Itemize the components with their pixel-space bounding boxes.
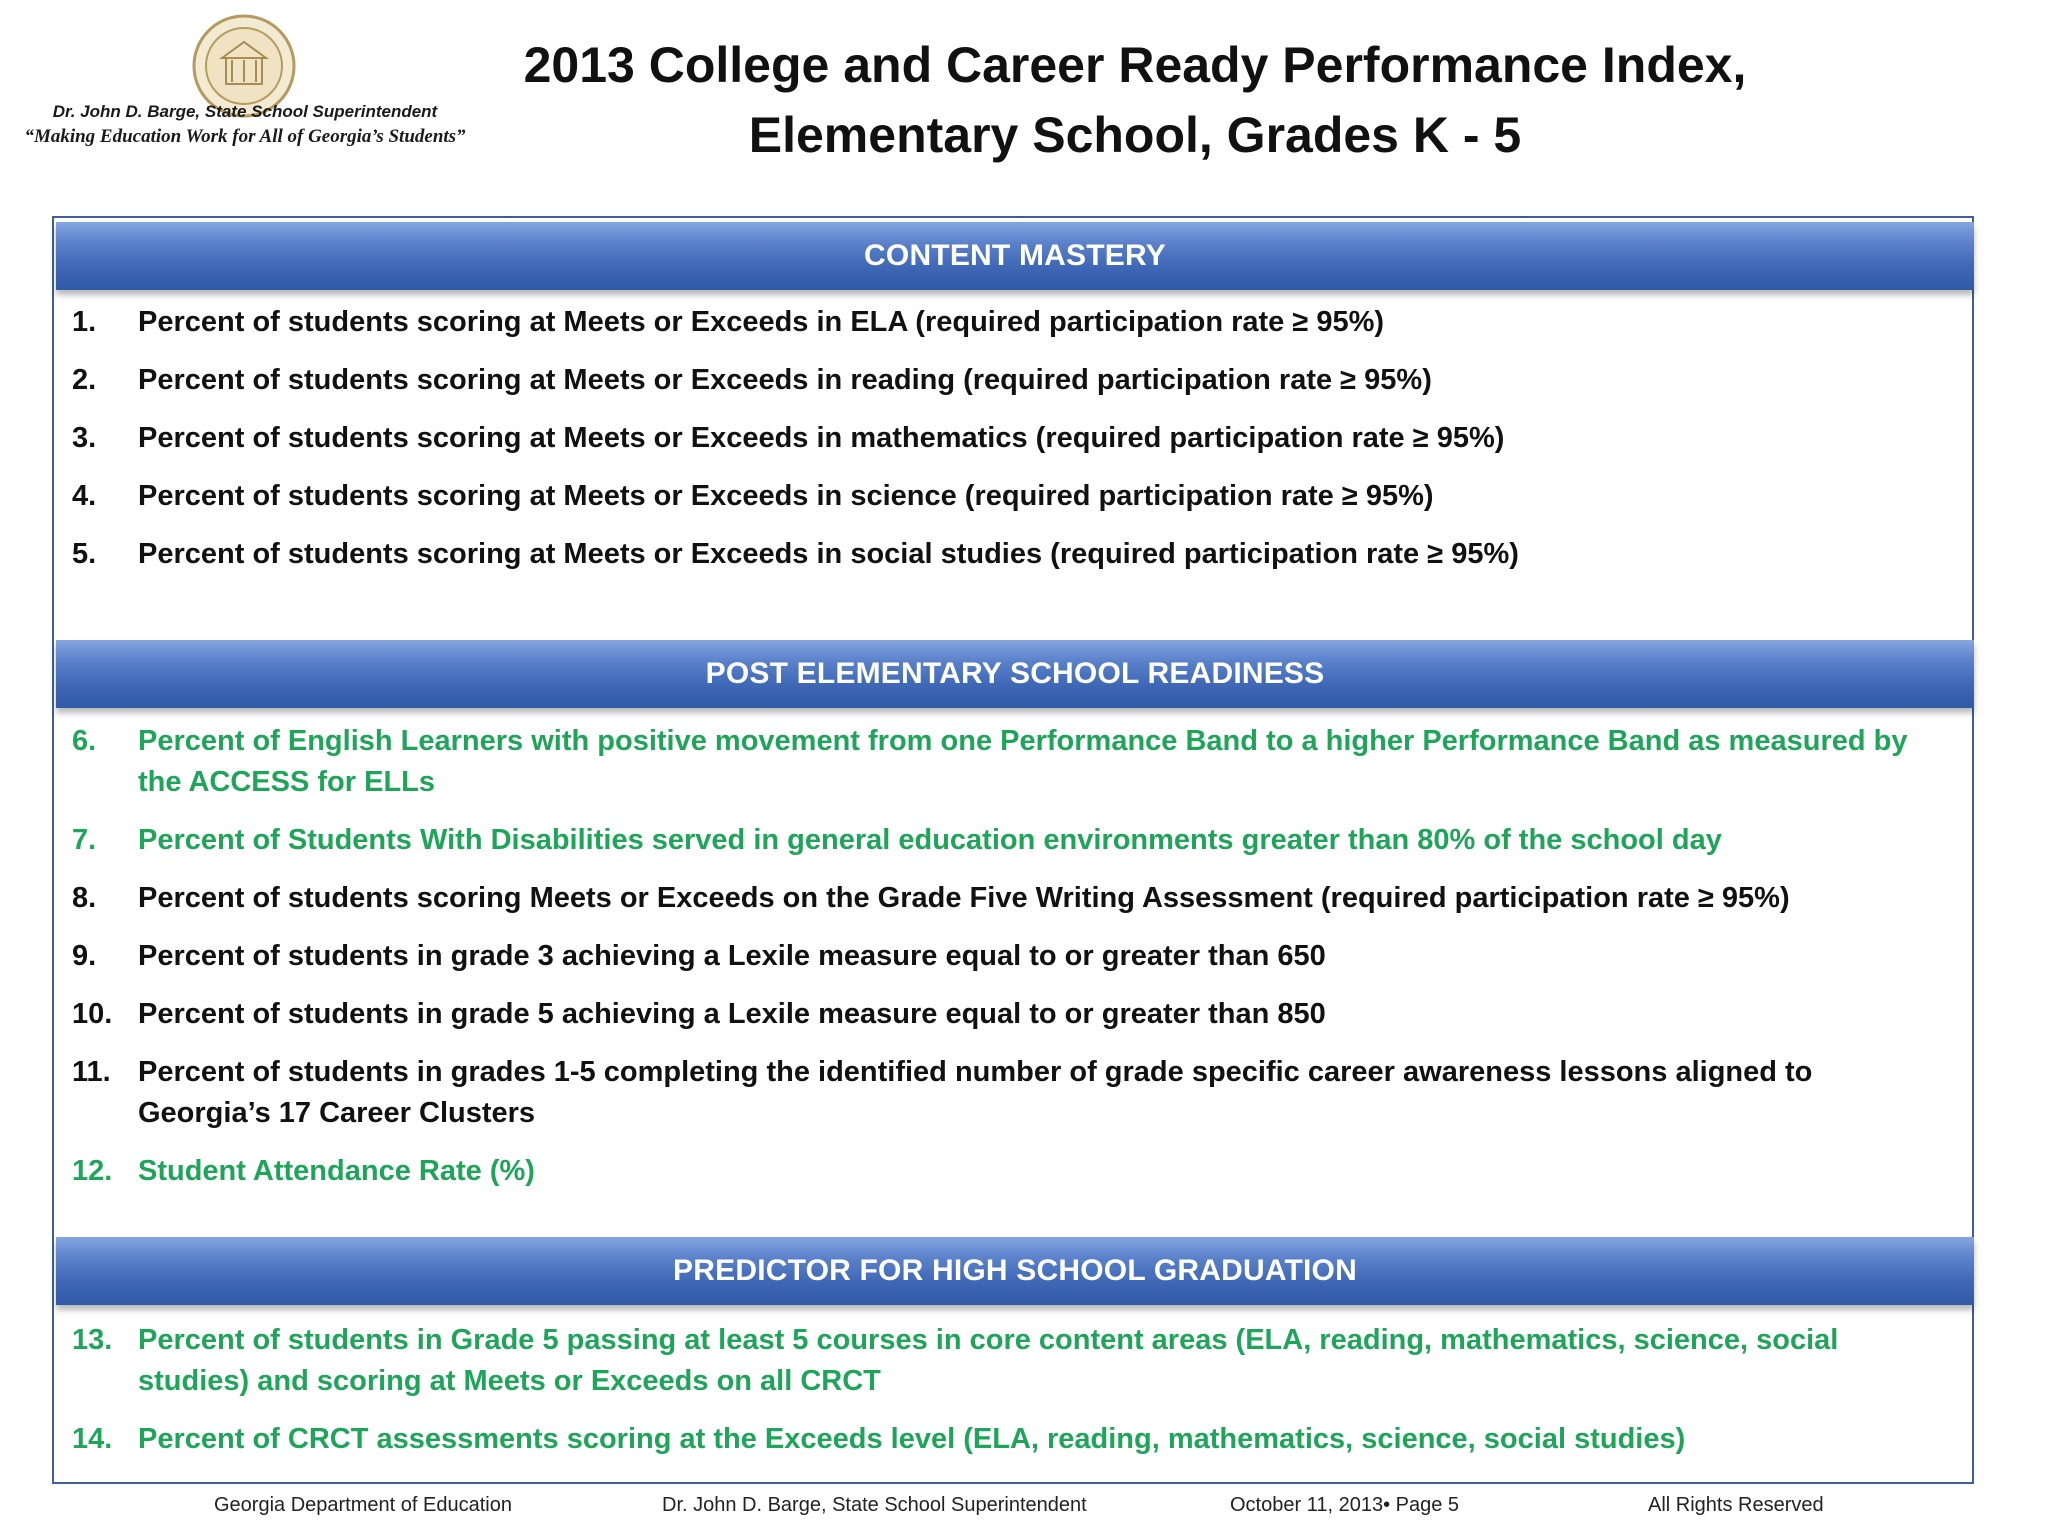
item-number: 10. (72, 998, 113, 1030)
footer-rights: All Rights Reserved (1648, 1494, 1824, 1516)
section-list-content-mastery (72, 302, 1942, 575)
section-heading-content-mastery: CONTENT MASTERY (56, 222, 1974, 290)
item-text: Percent of Students With Disabilities served in general education environments greater than 80% of the school day (138, 824, 1722, 856)
item-text: Percent of students scoring at Meets or Exceeds in mathematics (required participation rate ≥ 95%) (138, 422, 1505, 454)
list-item (72, 994, 1942, 1035)
list-item (72, 534, 1942, 575)
list-item (72, 721, 1942, 803)
superintendent-caption: Dr. John D. Barge, State School Superintendent (52, 102, 438, 121)
item-text: Student Attendance Rate (%) (138, 1155, 535, 1187)
item-number: 3. (72, 422, 97, 454)
footer-date-page: October 11, 2013• Page 5 (1230, 1494, 1460, 1516)
list-item (72, 878, 1942, 919)
item-text: Percent of students in Grade 5 passing at least 5 courses in core content areas (ELA, reading, mathematics, science, social studies) and scoring at Meets or Exceeds on all CRCT (138, 1324, 1839, 1397)
item-text: Percent of English Learners with positive movement from one Performance Band to a higher Performance Band as measured by the ACCESS for ELLs (138, 725, 1908, 798)
item-number: 5. (72, 538, 97, 570)
item-text: Percent of students in grade 3 achieving a Lexile measure equal to or greater than 650 (138, 940, 1326, 972)
item-number: 11. (72, 1056, 111, 1088)
footer-organization: Georgia Department of Education (214, 1494, 512, 1516)
list-item (72, 1151, 1942, 1192)
item-text: Percent of students scoring at Meets or Exceeds in science (required participation rate ≥ 95%) (138, 480, 1434, 512)
page-title-line-1: 2013 College and Career Ready Performance Index, (523, 37, 1747, 93)
item-text: Percent of students in grade 5 achieving a Lexile measure equal to or greater than 850 (138, 998, 1326, 1030)
item-text: Percent of students scoring Meets or Exceeds on the Grade Five Writing Assessment (required participation rate ≥ 95%) (138, 882, 1790, 914)
list-item (72, 1320, 1942, 1402)
list-item (72, 302, 1942, 343)
section-heading-post-elementary-readiness: POST ELEMENTARY SCHOOL READINESS (56, 640, 1974, 708)
list-item (72, 418, 1942, 459)
page-title (470, 30, 1800, 170)
item-text: Percent of students scoring at Meets or Exceeds in ELA (required participation rate ≥ 95%) (138, 306, 1385, 338)
list-item (72, 1052, 1942, 1134)
list-item (72, 476, 1942, 517)
section-list-hs-graduation-predictor (72, 1320, 1942, 1460)
item-number: 4. (72, 480, 97, 512)
item-text: Percent of students scoring at Meets or Exceeds in social studies (required participation rate ≥ 95%) (138, 538, 1519, 570)
item-number: 1. (72, 306, 97, 338)
list-item (72, 820, 1942, 861)
section-heading-hs-graduation-predictor: PREDICTOR FOR HIGH SCHOOL GRADUATION (56, 1237, 1974, 1305)
item-text: Percent of students in grades 1-5 completing the identified number of grade specific career awareness lessons aligned to Georgia’s 17 Career Clusters (138, 1056, 1813, 1129)
item-number: 2. (72, 364, 97, 396)
item-text: Percent of students scoring at Meets or Exceeds in reading (required participation rate ≥ 95%) (138, 364, 1432, 396)
item-number: 14. (72, 1423, 113, 1455)
item-number: 13. (72, 1324, 113, 1356)
item-number: 7. (72, 824, 97, 856)
motto-caption: “Making Education Work for All of Georgia’s Students” (24, 126, 466, 147)
item-number: 8. (72, 882, 97, 914)
item-text: Percent of CRCT assessments scoring at the Exceeds level (ELA, reading, mathematics, science, social studies) (138, 1423, 1686, 1455)
item-number: 12. (72, 1155, 113, 1187)
page-title-line-2: Elementary School, Grades K - 5 (748, 107, 1522, 163)
item-number: 9. (72, 940, 97, 972)
item-number: 6. (72, 725, 97, 757)
list-item (72, 1419, 1942, 1460)
section-list-post-elementary-readiness (72, 721, 1942, 1192)
list-item (72, 360, 1942, 401)
footer-superintendent: Dr. John D. Barge, State School Superintendent (662, 1494, 1087, 1516)
list-item (72, 936, 1942, 977)
